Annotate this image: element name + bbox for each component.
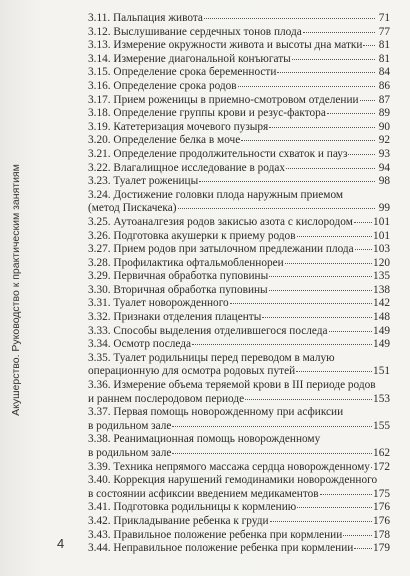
toc-entry-title: 3.17. Прием роженицы в приемно-смотровом отделении (88, 93, 359, 106)
dot-leader (363, 44, 375, 46)
dot-leader (360, 99, 375, 101)
toc-entry-page: 176 (373, 501, 390, 514)
toc-entry-title: операционную для осмотра родовых путей (88, 365, 296, 378)
dot-leader (269, 126, 375, 128)
toc-entry (88, 243, 390, 257)
toc-entry-title: в родильном зале (88, 447, 172, 459)
toc-entry-page: 84 (378, 66, 390, 79)
toc-entry (88, 66, 390, 80)
toc-entry-page: 138 (373, 283, 390, 296)
toc-entry-page: 81 (378, 39, 390, 52)
toc-entry-title: 3.33. Способы выделения отделившегося последа (88, 324, 328, 337)
toc-entry (88, 433, 390, 460)
toc-entry-title: 3.32. Признаки отделения плаценты (88, 311, 262, 324)
toc-entry-title: 3.13. Измерение окружности живота и высоты дна матки (88, 39, 363, 52)
toc-entry-title-first-line: 3.35. Туалет родильницы перед переводом в малую (88, 351, 335, 364)
toc-entry-title-first-line: 3.24. Достижение головки плода наружным приемом (88, 188, 344, 201)
dot-leader (204, 17, 375, 19)
toc-entry-title: 3.18. Определение группы крови и резус-фактора (88, 107, 326, 120)
toc-entry (88, 94, 390, 108)
dot-leader (269, 289, 372, 291)
toc-entry (88, 175, 390, 189)
toc-entry (88, 406, 390, 433)
toc-entry-title: 3.23. Туалет роженицы (88, 175, 199, 188)
toc-entry (88, 515, 390, 529)
toc-entry-title: 3.21. Определение продолжительности схваток и пауз (88, 147, 348, 160)
toc-entry-title: 3.11. Пальпация живота (88, 12, 203, 24)
running-header-vertical: Акушерство. Руководство к практическим занятиям (10, 164, 22, 416)
toc-entry (88, 352, 390, 379)
toc-entry (88, 230, 390, 244)
toc-entry-page: 142 (373, 297, 390, 310)
toc-entry-title: 3.44. Неправильное положение ребенка при кормлении (88, 542, 354, 555)
toc-entry-title: 3.42. Прикладывание ребенка к груди (88, 514, 269, 527)
toc-entry-page: 148 (373, 311, 390, 324)
toc-entry (88, 338, 390, 352)
toc-entry-page: 94 (378, 161, 390, 174)
dot-leader (297, 506, 372, 508)
toc-entry (88, 80, 390, 94)
dot-leader (354, 221, 372, 223)
dot-leader (172, 452, 372, 454)
toc-entry-title: 3.19. Катетеризация мочевого пузыря (88, 120, 269, 133)
toc-entry (88, 325, 390, 339)
toc-entry (88, 501, 390, 515)
dot-leader (230, 302, 372, 304)
toc-entry (88, 461, 390, 475)
toc-entry-page: 101 (373, 215, 390, 228)
toc-entry (88, 26, 390, 40)
toc-entry-page: 151 (373, 365, 390, 378)
toc-entry-page: 90 (378, 120, 390, 133)
toc-entry-title: 3.28. Профилактика офтальмобленнореи (88, 256, 284, 269)
toc-entry (88, 53, 390, 67)
toc-entry-title: 3.34. Осмотр последа (88, 338, 192, 351)
toc-entry-title: 3.29. Первичная обработка пуповины (88, 270, 269, 283)
dot-leader (199, 180, 375, 182)
dot-leader (286, 167, 375, 169)
toc-entry (88, 270, 390, 284)
toc-entry-page: 135 (373, 270, 390, 283)
toc-entry (88, 134, 390, 148)
dot-leader (303, 31, 375, 33)
dot-leader (178, 207, 376, 209)
toc-entry-title: в родильном зале (88, 419, 172, 432)
toc-entry-page: 101 (373, 229, 390, 242)
dot-leader (348, 153, 375, 155)
toc-entry-title: (метод Пискачека) (88, 202, 177, 215)
toc-entry (88, 189, 390, 216)
dot-leader (172, 425, 372, 427)
toc-entry-page: 172 (373, 460, 390, 473)
dot-leader (327, 112, 375, 114)
dot-leader (355, 248, 372, 250)
toc-entry (88, 257, 390, 271)
dot-leader (329, 330, 372, 332)
toc-entry-title: и раннем послеродовом периоде (88, 392, 245, 405)
dot-leader (371, 466, 372, 468)
toc-entry-page: 89 (378, 107, 390, 120)
toc-entry (88, 529, 390, 543)
toc-entry-title: 3.41. Подготовка родильницы к кормлению (88, 501, 297, 514)
toc-entry-title-first-line: 3.37. Первая помощь новорожденному при асфиксии (88, 406, 344, 419)
toc-entry-page: 153 (373, 392, 390, 405)
toc-entry-title-first-line: 3.38. Реанимационная помощь новорожденному (88, 433, 321, 446)
toc-entry (88, 162, 390, 176)
toc-entry-page: 86 (378, 79, 390, 92)
toc-entry (88, 107, 390, 121)
toc-entry-page: 149 (373, 338, 390, 351)
toc-entry-title: 3.20. Определение белка в моче (88, 134, 241, 147)
toc-entry-title: 3.12. Выслушивание сердечных тонов плода (88, 25, 302, 38)
toc-entry-title-first-line: 3.36. Измерение объема теряемой крови в III периоде родов (88, 379, 376, 392)
toc-entry-page: 155 (373, 419, 390, 432)
toc-entry-page: 120 (373, 256, 390, 269)
dot-leader (285, 262, 372, 264)
toc-entry-page: 93 (378, 147, 390, 160)
dot-leader (277, 71, 375, 73)
toc-entry-title: в состоянии асфиксии введением медикаментов (88, 487, 319, 500)
toc-entry (88, 121, 390, 135)
toc-entry-title-first-line: 3.40. Коррекция нарушений гемодинамики новорожденного (88, 474, 378, 487)
toc-entry-title: 3.15. Определение срока беременности (88, 66, 277, 79)
toc-entry-page: 179 (373, 542, 390, 555)
dot-leader (192, 343, 372, 345)
toc-entry-title: 3.27. Прием родов при затылочном предлежании плода (88, 243, 354, 256)
dot-leader (354, 547, 372, 549)
toc-entry-title: 3.26. Подготовка акушерки к приему родов (88, 229, 296, 242)
toc-entry-title: 3.31. Туалет новорожденного (88, 297, 229, 310)
toc-entry-title: 3.39. Техника непрямого массажа сердца новорожденному (88, 460, 370, 473)
dot-leader (262, 316, 372, 318)
dot-leader (270, 520, 373, 522)
toc-entry-page: 98 (378, 175, 390, 188)
toc-entry (88, 297, 390, 311)
dot-leader (320, 493, 372, 495)
toc-entry-title: 3.25. Аутоаналгезия родов закисью азота с кислородом (88, 215, 353, 228)
toc-entry-title: 3.14. Измерение диагональной конъюгаты (88, 52, 291, 65)
toc-entry-page: 92 (378, 134, 390, 147)
toc-entry (88, 284, 390, 298)
dot-leader (297, 235, 373, 237)
toc-entry (88, 216, 390, 230)
table-of-contents (88, 12, 390, 556)
toc-entry-title: 3.22. Влагалищное исследование в родах (88, 161, 286, 174)
toc-entry-page: 149 (373, 324, 390, 337)
dot-leader (269, 275, 372, 277)
toc-entry-page: 99 (378, 202, 390, 215)
toc-entry-title: 3.30. Вторичная обработка пуповины (88, 283, 268, 296)
toc-entry-page: 103 (373, 243, 390, 256)
toc-entry (88, 542, 390, 556)
dot-leader (241, 139, 375, 141)
toc-entry-page: 176 (373, 514, 390, 527)
dot-leader (296, 370, 372, 372)
toc-entry (88, 12, 390, 26)
toc-entry-page: 87 (378, 93, 390, 106)
toc-entry (88, 311, 390, 325)
toc-entry-page: 71 (378, 12, 390, 24)
toc-entry (88, 39, 390, 53)
toc-entry (88, 379, 390, 406)
page-number: 4 (57, 536, 65, 551)
dot-leader (343, 534, 372, 536)
dot-leader (245, 398, 372, 400)
toc-entry-page: 178 (373, 528, 390, 541)
dot-leader (238, 85, 375, 87)
dot-leader (292, 58, 375, 60)
toc-entry-title: 3.43. Правильное положение ребенка при кормлении (88, 528, 343, 541)
toc-entry-page: 77 (378, 25, 390, 38)
toc-entry (88, 148, 390, 162)
toc-entry-title: 3.16. Определение срока родов (88, 79, 237, 92)
toc-entry-page: 162 (373, 447, 390, 459)
toc-entry-page: 81 (378, 52, 390, 65)
toc-entry-page: 175 (373, 487, 390, 500)
toc-entry (88, 474, 390, 501)
